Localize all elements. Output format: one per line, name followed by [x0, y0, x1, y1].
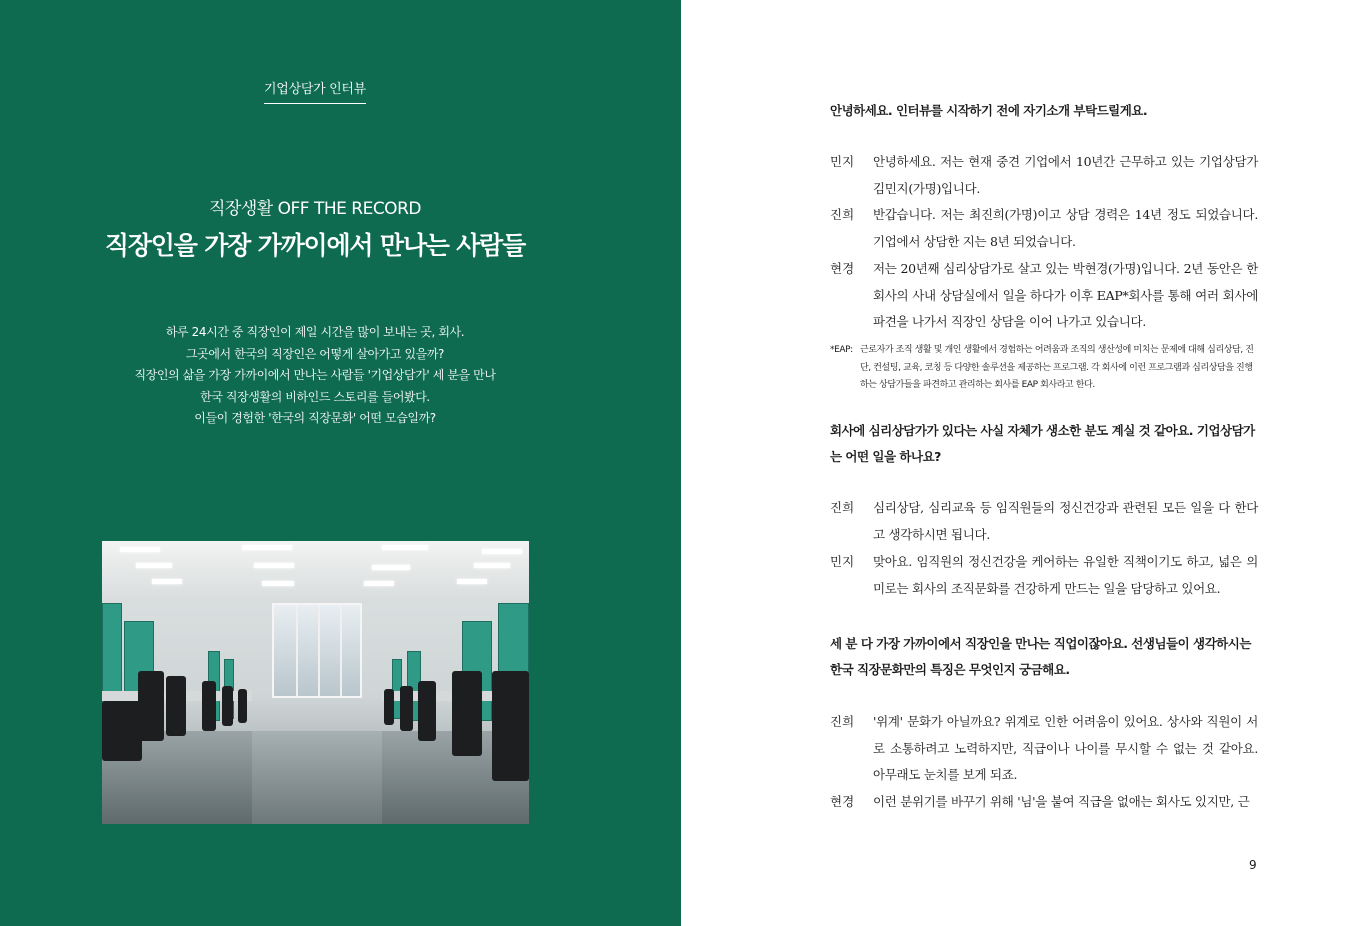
intro-line: 이들이 경험한 '한국의 직장문화' 어떤 모습일까? — [194, 411, 436, 425]
speaker-name: 민지 — [830, 554, 855, 569]
answer-row — [830, 495, 1258, 548]
page-subtitle: 직장생활 OFF THE RECORD — [209, 199, 421, 219]
answer-text: 심리상담, 심리교육 등 임직원들의 정신건강과 관련된 모든 일을 다 한다고 생각하시면 됩니다. — [873, 500, 1258, 542]
answer-text: '위계' 문화가 아닐까요? 위계로 인한 어려움이 있어요. 상사와 직원이 서로 소통하려고 노력하지만, 직급이나 나이를 무시할 수 없는 것 같아요. 아무래도 눈치를 보게 되죠. — [873, 714, 1258, 782]
photo-window — [272, 603, 362, 698]
interview-question: 세 분 다 가장 가까이에서 직장인을 만나는 직업이잖아요. 선생님들이 생각하시는 한국 직장문화만의 특징은 무엇인지 궁금해요. — [830, 636, 1251, 677]
photo-aisle — [252, 731, 382, 824]
speaker-name: 현경 — [830, 794, 855, 809]
speaker-name: 진희 — [830, 714, 855, 729]
footnote — [830, 342, 1260, 395]
answer-text: 맞아요. 임직원의 정신건강을 케어하는 유일한 직책이기도 하고, 넓은 의미로는 회사의 조직문화를 건강하게 만드는 일을 담당하고 있어요. — [873, 554, 1258, 596]
answer-row — [830, 149, 1258, 202]
answer-row — [830, 709, 1258, 789]
answer-row — [830, 789, 1258, 816]
speaker-name: 현경 — [830, 261, 855, 276]
intro-line: 직장인의 삶을 가장 가까이에서 만나는 사람들 '기업상담가' 세 분을 만나 — [134, 368, 496, 382]
answer-text: 반갑습니다. 저는 최진희(가명)이고 상담 경력은 14년 정도 되었습니다. 기업에서 상담한 지는 8년 되었습니다. — [873, 207, 1258, 249]
answer-text: 저는 20년째 심리상담가로 살고 있는 박현경(가명)입니다. 2년 동안은 한 회사의 사내 상담실에서 일을 하다가 이후 EAP*회사를 통해 여러 회사에 파견을 나가서 직장인 상담을 이어 나가고 있습니다. — [873, 261, 1258, 329]
interview-question: 회사에 심리상담가가 있다는 사실 자체가 생소한 분도 계실 것 같아요. 기업상담가는 어떤 일을 하나요? — [830, 423, 1255, 464]
right-page — [681, 0, 1361, 926]
intro-paragraph — [0, 322, 630, 430]
page-title: 직장인을 가장 가까이에서 만나는 사람들 — [104, 231, 526, 260]
footnote-text: 근로자가 조직 생활 및 개인 생활에서 경험하는 어려움과 조직의 생산성에 미치는 문제에 대해 심리상담, 진단, 컨설팅, 교육, 코칭 등 다양한 솔루션을 제공하는 프로그램. 각 회사에 이런 프로그램과 심리상담을 진행하는 상담가들을 파견하고 관리하는 회사를 EAP 회사라고 한다. — [860, 345, 1254, 390]
section-tag — [0, 78, 630, 104]
answer-row — [830, 256, 1258, 336]
footnote-mark: *EAP: — [830, 345, 853, 355]
intro-line: 그곳에서 한국의 직장인은 어떻게 살아가고 있을까? — [185, 346, 445, 361]
answer-row — [830, 202, 1258, 255]
section-tag-label: 기업상담가 인터뷰 — [264, 78, 366, 104]
interview-question: 안녕하세요. 인터뷰를 시작하기 전에 자기소개 부탁드릴게요. — [830, 103, 1148, 118]
answer-text: 안녕하세요. 저는 현재 중견 기업에서 10년간 근무하고 있는 기업상담가 김민지(가명)입니다. — [873, 154, 1258, 196]
photo-ceiling — [102, 541, 529, 603]
intro-line: 한국 직장생활의 비하인드 스토리를 들어봤다. — [200, 389, 430, 404]
speaker-name: 진희 — [830, 500, 855, 515]
answer-row — [830, 549, 1258, 602]
speaker-name: 민지 — [830, 154, 855, 169]
office-photo — [102, 541, 529, 824]
speaker-name: 진희 — [830, 207, 855, 222]
answer-text: 이런 분위기를 바꾸기 위해 '님'을 붙여 직급을 없애는 회사도 있지만, 근 — [873, 794, 1250, 809]
page-number: 9 — [1249, 858, 1257, 872]
intro-line: 하루 24시간 중 직장인이 제일 시간을 많이 보내는 곳, 회사. — [165, 325, 465, 339]
